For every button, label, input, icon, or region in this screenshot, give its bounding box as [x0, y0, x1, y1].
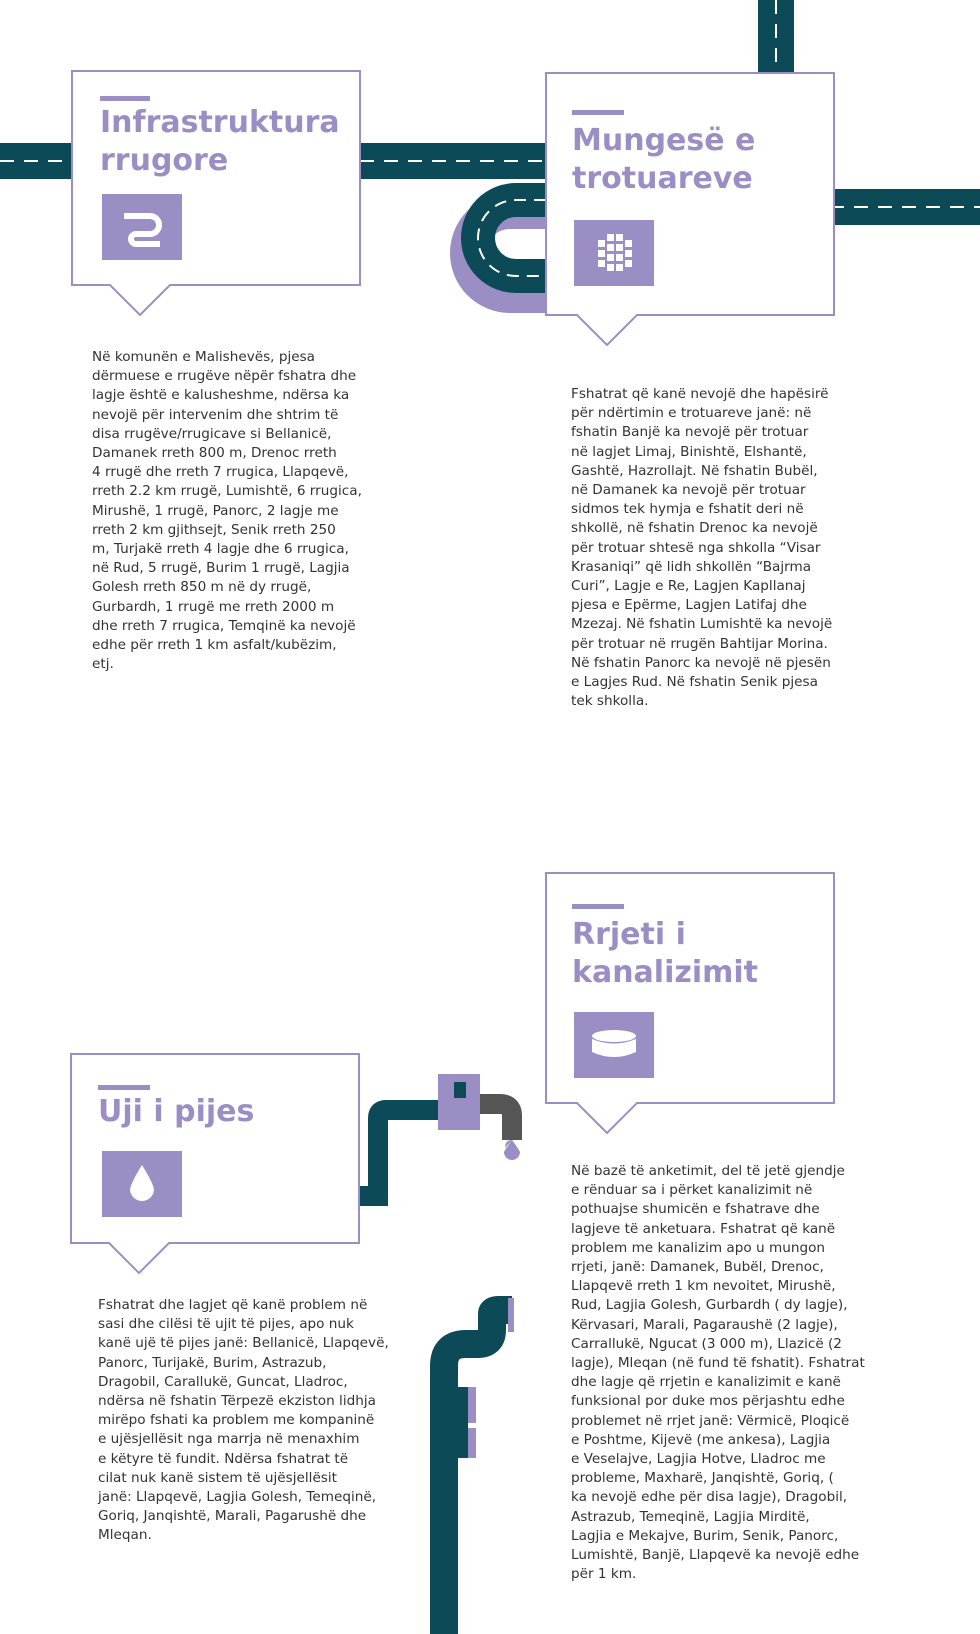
sidewalk-icon — [574, 220, 654, 286]
water-drop-icon — [102, 1151, 182, 1217]
title-accent-bar — [572, 110, 624, 115]
callout-tail-roads — [108, 284, 172, 318]
section-title-sewage: Rrjeti i kanalizimit — [572, 917, 758, 990]
title-accent-bar — [98, 1085, 150, 1090]
road-right — [830, 189, 980, 225]
section-body-water: Fshatrat dhe lagjet që kanë problem në sasi dhe cilësi të ujit të pijes, apo nuk kanë ujë të pijes janë: Bellanicë, Llapqevë, Panorc, Turijakë, Burim, Astrazub, Dragobil, Carallukë, Guncat, Lladroc, ndërsa në fshatin Tërpezë ekziston lidhja mirëpo fshati ka problem me kompaninë e ujësjellësit nga marrja në menaxhim e këtyre të fundit. Ndërsa fshatrat të cilat nuk kanë sistem të ujësjellësit janë: Llapqevë, Lagjia Golesh, Temeqinë, Goriq, Janqishtë, Marali, Pagarushë dhe Mleqan. — [98, 1297, 389, 1544]
section-title-water: Uji i pijes — [98, 1094, 255, 1129]
sewage-pipe — [444, 1298, 514, 1634]
card-sewage — [545, 872, 835, 1104]
callout-tail-sewage — [575, 1102, 639, 1136]
water-tap — [358, 1074, 520, 1196]
card-sidewalks — [545, 72, 835, 316]
card-water — [70, 1053, 360, 1244]
callout-tail-sidewalks — [575, 314, 639, 348]
callout-tail-water — [107, 1242, 171, 1276]
section-title-sidewalks: Mungesë e trotuareve — [572, 123, 756, 196]
title-accent-bar — [100, 96, 150, 101]
card-roads — [71, 70, 361, 286]
section-body-sewage: Në bazë të anketimit, del të jetë gjendje e rënduar sa i përket kanalizimit në pothuajse shumicën e fshatrave dhe lagjeve të anketuara. Fshatrat që kanë problem me kanalizim apo u mungon rrjeti, janë: Damanek, Bubël, Drenoc, Llapqevë rreth 1 km nevoitet, Mirushë, Rud, Lagjia Golesh, Gurbardh ( dy lagje), Kërvasari, Marali, Pagaraushë (2 lagje), Carrallukë, Ngucat (3 000 m), Llazicë (2 lagje), Mleqan (në fund të fshatit). Fshatrat dhe lagje që rrjetin e kanalizimit e kanë funksional por duke mos përjashtu edhe problemet në rrjet janë: Vërmicë, Ploqicë e Poshtme, Kijevë (me ankesa), Lagjia e Veselajve, Lagjia Hotve, Lladroc me probleme, Maxharë, Janqishtë, Goriq, ( ka nevojë edhe për disa lagje), Dragobil, Astrazub, Temeqinë, Lagjia Mirditë, Lagjia e Mekajve, Burim, Senik, Panorc, Lumishtë, Banjë, Llapqevë ka nevojë edhe për 1 km. — [571, 1163, 865, 1583]
title-accent-bar — [572, 904, 624, 909]
manhole-icon — [574, 1012, 654, 1078]
road-top — [758, 0, 794, 72]
section-body-sidewalks: Fshatrat që kanë nevojë dhe hapësirë për ndërtimin e trotuareve janë: në fshatin Banjë ka nevojë për trotuar në lagjet Limaj, Binishtë, Elshantë, Gashtë, Hazrollajt. Në fshatin Bubël, në Damanek ka nevojë për trotuar sidmos tek hymja e fshatit deri në shkollë, në fshatin Drenoc ka nevojë për trotuar shtesë nga shkolla “Visar Krasaniqi” që lidh shkollën “Bajrma Curi”, Lagje e Re, Lagjen Kapllanaj pjesa e Epërme, Lagjen Latifaj dhe Mzezaj. Në fshatin Lumishtë ka nevojë për trotuar në rrugën Bahtijar Morina. Në fshatin Panorc ka nevojë në pjesën e Lagjes Rud. Në fshatin Senik pjesa tek shkolla. — [571, 386, 833, 710]
road-loop — [468, 200, 546, 295]
section-title-roads: Infrastruktura rrugore — [100, 105, 340, 178]
road-icon — [102, 194, 182, 260]
section-body-roads: Në komunën e Malishevës, pjesa dërmuese e rrugëve nëpër fshatra dhe lagje është e kalusheshme, ndërsa ka nevojë për intervenim dhe shtrim të disa rrugëve/rrugicave si Bellanicë, Damanek rreth 800 m, Drenoc rreth 4 rrugë dhe rreth 7 rrugica, Llapqevë, rreth 2.2 km rrugë, Lumishtë, 6 rrugica, Mirushë, 1 rrugë, Panorc, 2 lagje me rreth 2 km gjithsejt, Senik rreth 250 m, Turjakë rreth 4 lagje dhe 6 rrugica, në Rud, 5 rrugë, Burim 1 rrugë, Lagjia Golesh rreth 850 m në dy rrugë, Gurbardh, 1 rrugë me rreth 2000 m dhe rreth 7 rrugica, Temqinë ka nevojë edhe për rreth 1 km asfalt/kubëzim, etj. — [92, 349, 362, 673]
